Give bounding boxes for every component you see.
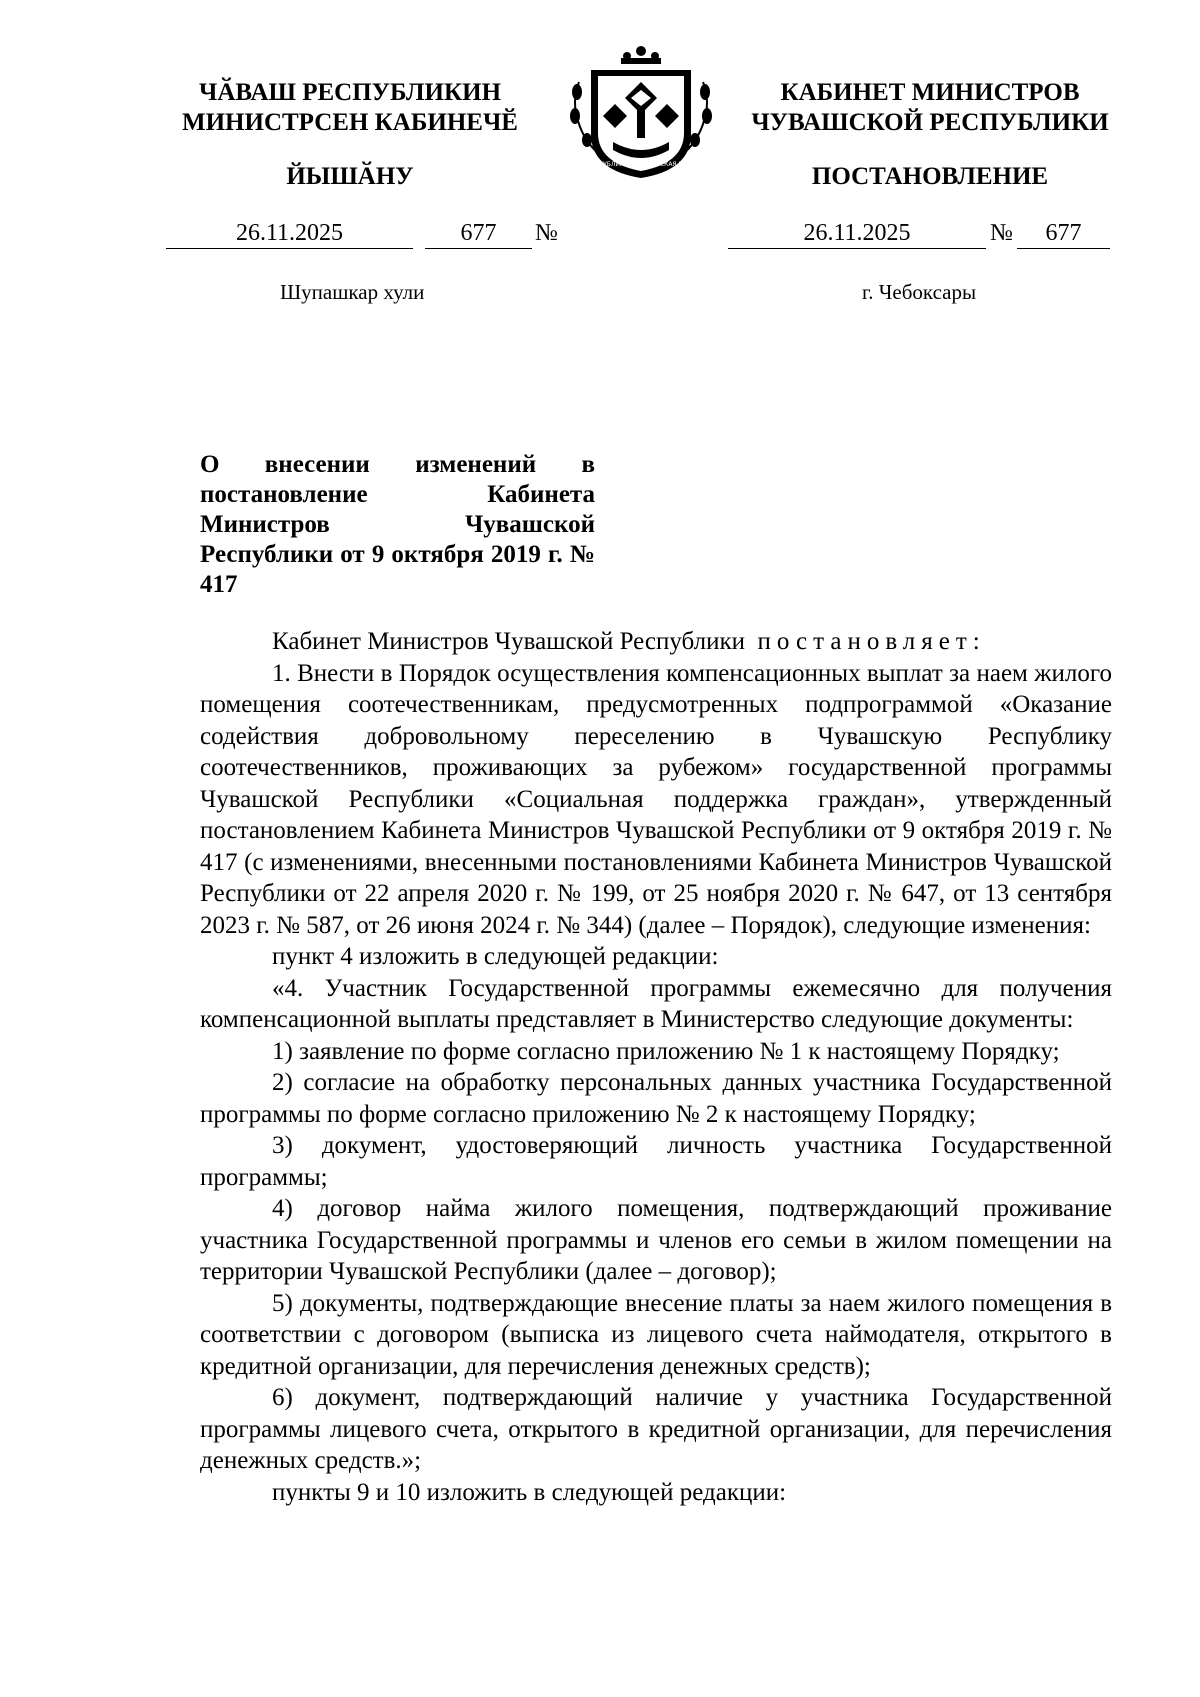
body-paragraph: 5) документы, подтверждающие внесение платы за наем жилого помещения в соответствии с договором (выписка из лицевого счета наймодателя, открытого в кредитной организации, для перечисления денежных средств); — [200, 1289, 1112, 1380]
body-paragraph: 6) документ, подтверждающий наличие у участника Государственной программы лицевого счета, открытого в кредитной организации, для перечисления денежных средств.»; — [200, 1384, 1112, 1474]
doc-type-left: ЙЫШӐНУ — [286, 163, 414, 190]
header-right-line2: ЧУВАШСКОЙ РЕСПУБЛИКИ — [751, 109, 1109, 136]
number-left: 677 — [425, 220, 532, 249]
coat-of-arms-emblem — [565, 42, 717, 182]
document-body — [200, 626, 1112, 1508]
header-right-line1: КАБИНЕТ МИНИСТРОВ — [780, 79, 1080, 106]
intro-prefix: Кабинет Министров Чувашской Республики — [272, 628, 746, 655]
header-left-line2: МИНИСТРСЕН КАБИНЕЧӖ — [182, 109, 518, 136]
body-paragraph: 4) договор найма жилого помещения, подтверждающий проживание участника Государственной программы и членов его семьи в жилом помещении на территории Чувашской Республики (далее – договор); — [200, 1195, 1112, 1285]
date-left: 26.11.2025 — [166, 220, 413, 249]
place-left: Шупашкар хули — [280, 280, 425, 304]
intro-verb: постановляет: — [757, 628, 986, 655]
number-right: 677 — [1017, 220, 1110, 249]
header-left-line1: ЧӐВАШ РЕСПУБЛИКИН — [198, 79, 502, 106]
body-paragraph: 1. Внести в Порядок осуществления компенсационных выплат за наем жилого помещения соотечественникам, предусмотренных подпрограммой «Оказание содействия добровольному переселению в Чувашскую Республику соотечественников, проживающих за рубежом» государственной программы Чувашской Республики «Социальная поддержка граждан», утвержденный постановлением Кабинета Министров Чувашской Республики от 9 октября 2019 г. № 417 (с изменениями, внесенными постановлениями Кабинета Министров Чувашской Республики от 22 апреля 2020 г. № 199, от 25 ноября 2020 г. № 647, от 13 сентября 2023 г. № 587, от 26 июня 2024 г. № 344) (далее – Порядок), следующие изменения: — [200, 659, 1112, 939]
date-right: 26.11.2025 — [728, 220, 986, 249]
body-paragraph: пункт 4 изложить в следующей редакции: — [272, 943, 719, 970]
header-left-chuvash — [150, 78, 550, 138]
doc-type-right: ПОСТАНОВЛЕНИЕ — [811, 163, 1049, 190]
document-subject: О внесении изменений в постановление Кабинета Министров Чувашской Республики от 9 октября 2019 г. № 417 — [200, 451, 595, 598]
header-right-russian — [720, 78, 1140, 138]
num-sign-right: № — [990, 220, 1013, 246]
body-paragraph: 2) согласие на обработку персональных данных участника Государственной программы по форме согласно приложению № 2 к настоящему Порядку; — [200, 1069, 1112, 1128]
emblem-icon — [565, 42, 717, 182]
body-intro — [200, 626, 1112, 658]
date-line-left — [0, 220, 600, 250]
body-paragraph: «4. Участник Государственной программы ежемесячно для получения компенсационной выплаты представляет в Министерство следующие документы: — [200, 974, 1112, 1033]
place-right: г. Чебоксары — [862, 280, 977, 304]
body-paragraph: пункты 9 и 10 изложить в следующей редакции: — [272, 1478, 787, 1506]
body-paragraph: 3) документ, удостоверяющий личность участника Государственной программы; — [200, 1132, 1112, 1191]
date-line-right — [600, 220, 1200, 250]
emblem-ring-text: ЧӐВАШ РЕСПУБЛИКИ ✿ ЧУВАШСКАЯ РЕСПУБЛИКА — [565, 161, 717, 168]
num-sign-left: № — [535, 220, 558, 246]
body-paragraph: 1) заявление по форме согласно приложению № 1 к настоящему Порядку; — [272, 1037, 1060, 1065]
